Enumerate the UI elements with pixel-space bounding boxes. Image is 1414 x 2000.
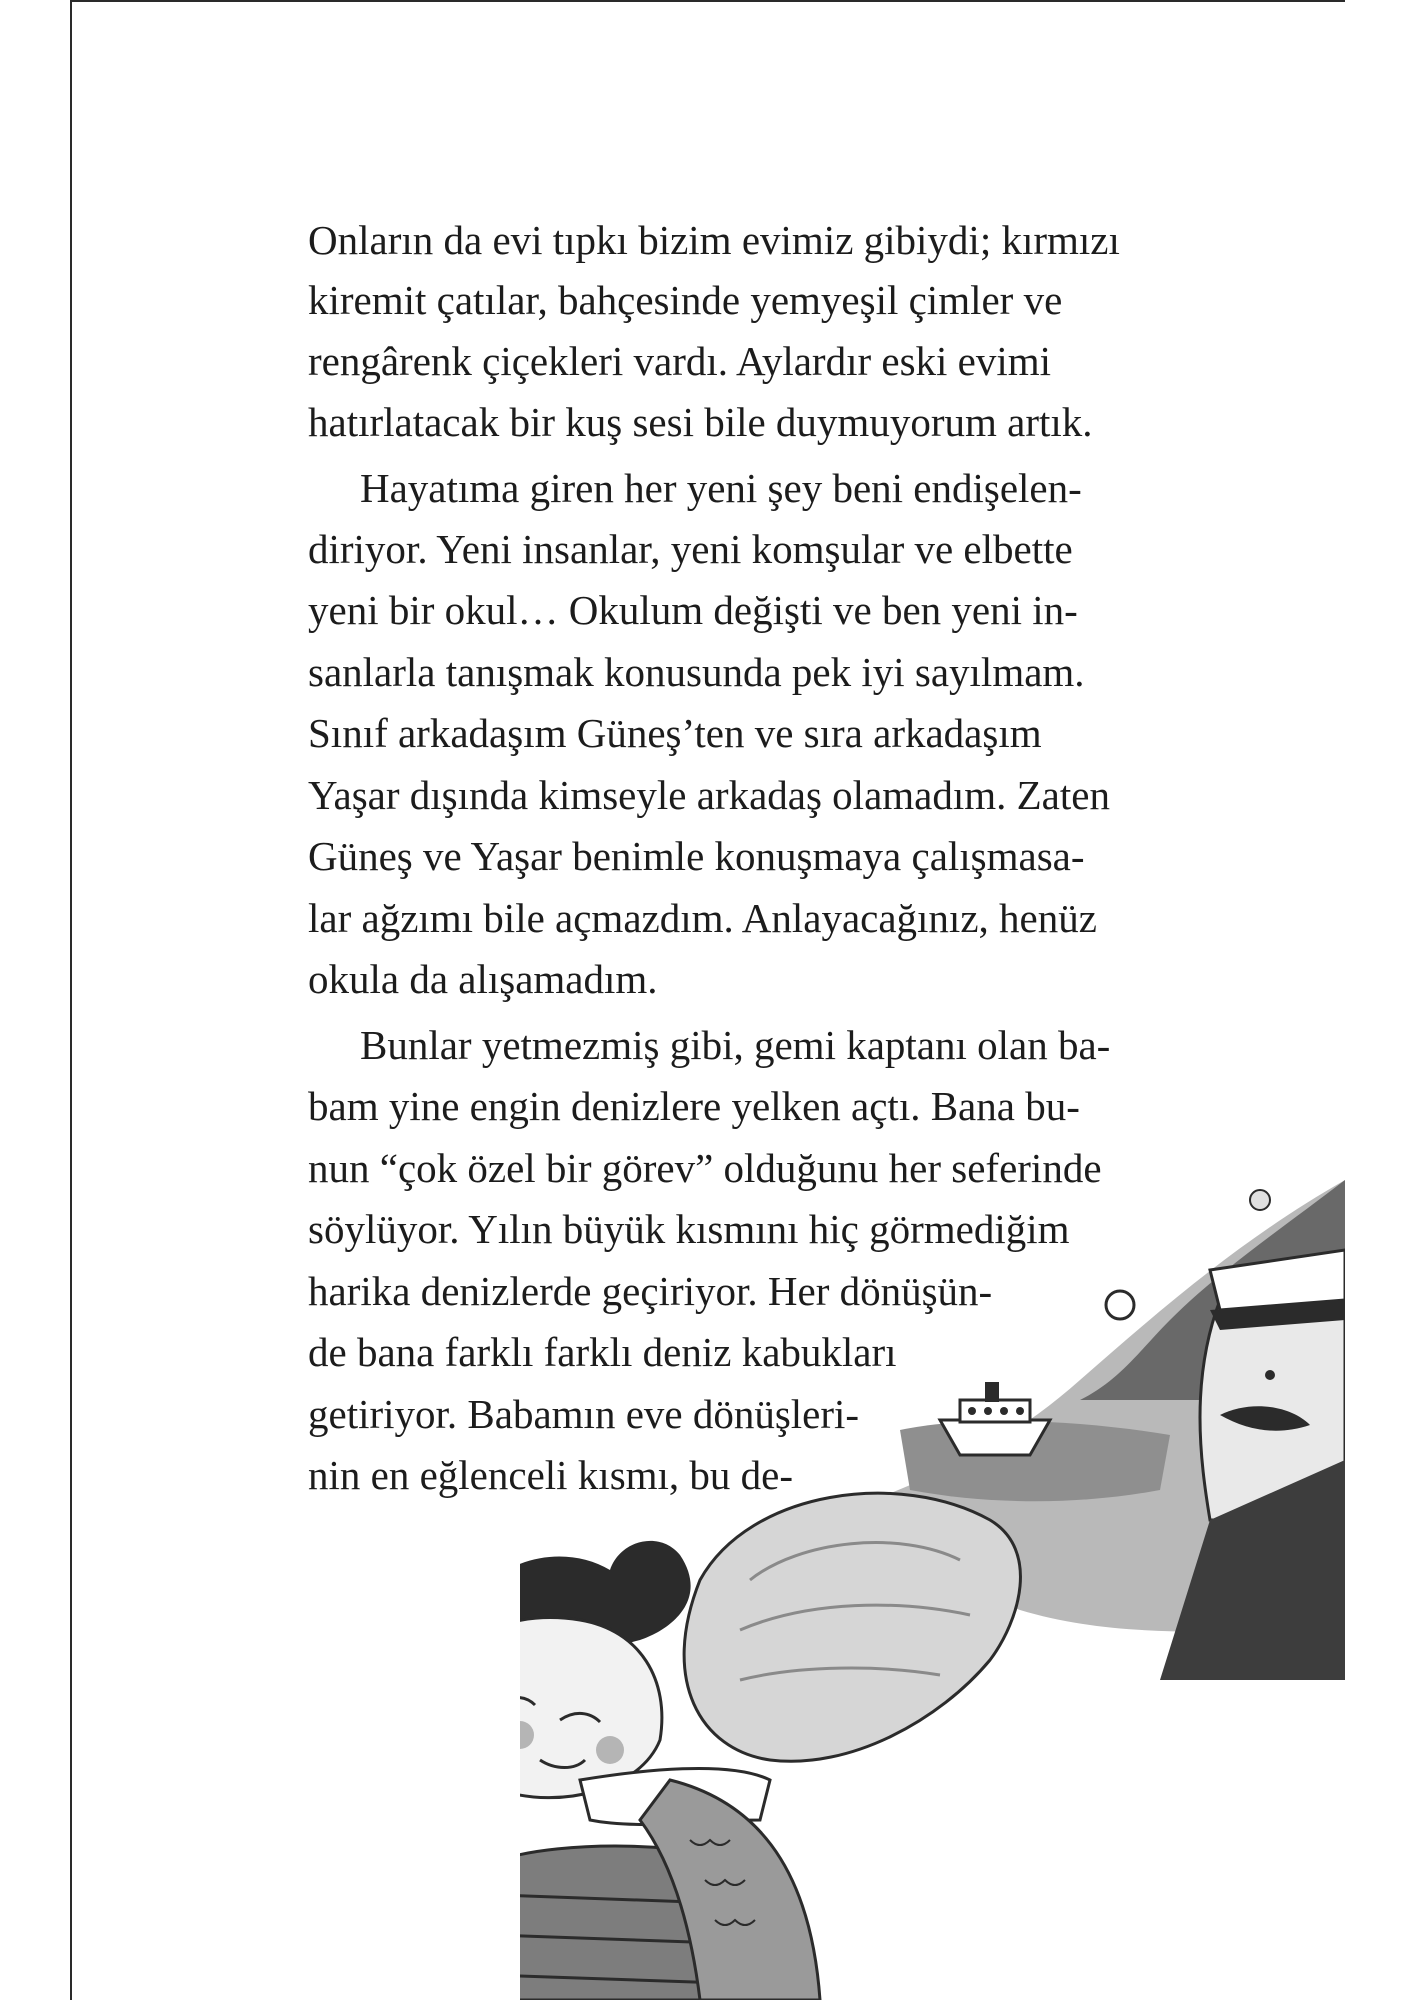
text-line: Hayatıma giren her yeni şey beni endişelen- [360, 465, 1082, 511]
text-line: harika denizlerde geçiriyor. Her dönüşün- [308, 1268, 993, 1314]
text-line: sanlarla tanışmak konusunda pek iyi sayılmam. [308, 649, 1085, 695]
text-line: Sınıf arkadaşım Güneş’ten ve sıra arkadaşım [308, 710, 1042, 756]
text-line: diriyor. Yeni insanlar, yeni komşular ve elbette [308, 526, 1073, 572]
text-line: hatırlatacak bir kuş sesi bile duymuyorum artık. [308, 399, 1093, 445]
text-line: rengârenk çiçekleri vardı. Aylardır eski evimi [308, 338, 1052, 384]
girl-with-shell-icon [520, 1493, 1020, 2000]
text-line: nin en eğlenceli kısmı, bu de- [308, 1452, 794, 1498]
text-line: Bunlar yetmezmiş gibi, gemi kaptanı olan ba- [360, 1022, 1111, 1068]
ship-icon [940, 1382, 1050, 1455]
text-line: okula da alışamadım. [308, 956, 658, 1002]
text-line: bam yine engin denizlere yelken açtı. Bana bu- [308, 1083, 1080, 1129]
book-illustration [520, 1160, 1345, 2000]
text-line: de bana farklı farklı deniz kabukları [308, 1329, 897, 1375]
text-line: nun “çok özel bir görev” olduğunu her seferinde [308, 1145, 1102, 1191]
text-line: Güneş ve Yaşar benimle konuşmaya çalışmasa- [308, 833, 1085, 879]
text-line: lar ağzımı bile açmazdım. Anlayacağınız, henüz [308, 895, 1097, 941]
text-line: getiriyor. Babamın eve dönüşleri- [308, 1391, 860, 1437]
text-line: söylüyor. Yılın büyük kısmını hiç görmediğim [308, 1206, 1070, 1252]
text-line: yeni bir okul… Okulum değişti ve ben yeni in- [308, 587, 1078, 633]
text-line: kiremit çatılar, bahçesinde yemyeşil çimler ve [308, 277, 1063, 323]
text-line: Yaşar dışında kimseyle arkadaş olamadım. Zaten [308, 772, 1110, 818]
text-line: Onların da evi tıpkı bizim evimiz gibiydi; kırmızı [308, 217, 1120, 263]
